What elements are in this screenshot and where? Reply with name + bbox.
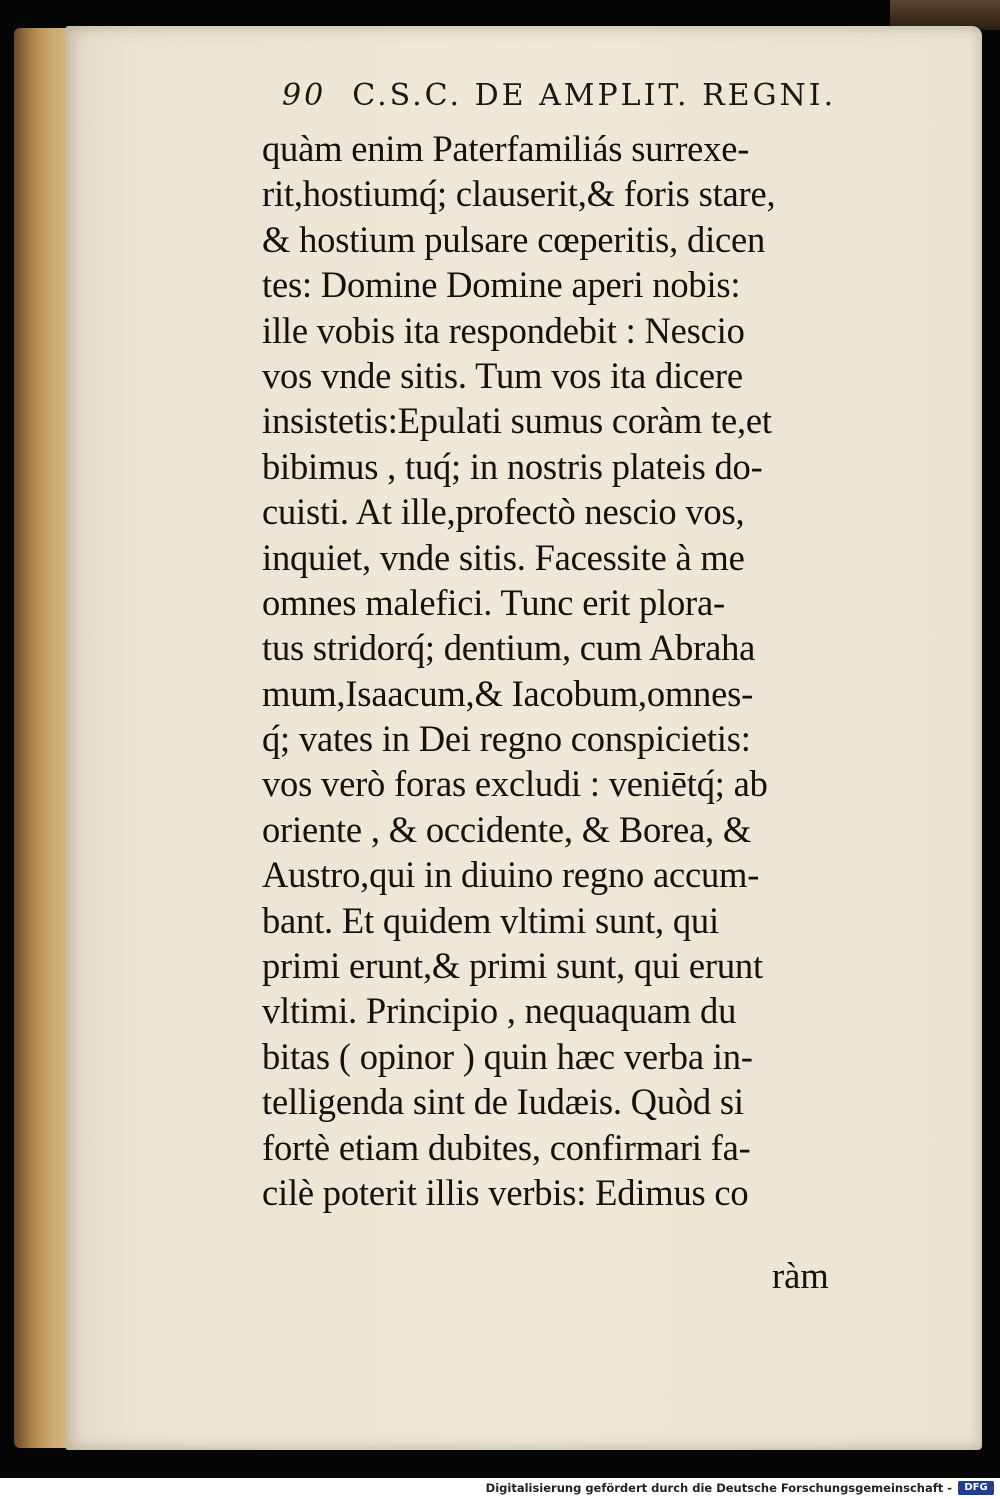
page-edges bbox=[14, 28, 74, 1448]
digitization-footer bbox=[0, 1478, 1000, 1499]
running-title: C.S.C. DE AMPLIT. REGNI. bbox=[352, 78, 837, 113]
text-line: tes: Domine Domine aperi nobis: bbox=[262, 264, 741, 306]
text-line: ille vobis ita respondebit : Nescio bbox=[262, 309, 745, 351]
text-line: q́; vates in Dei regno conspicietis: bbox=[262, 718, 751, 760]
text-line: omnes malefici. Tunc erit plora- bbox=[262, 581, 725, 623]
text-line: quàm enim Paterfamiliás surrexe- bbox=[262, 128, 750, 169]
text-line: primi erunt,& primi sunt, qui erunt bbox=[262, 945, 763, 987]
text-line: rit,hostiumq́; clauserit,& foris stare, bbox=[262, 173, 776, 215]
dfg-logo-icon: DFG bbox=[958, 1481, 994, 1495]
text-line: fortè etiam dubites, confirmari fa- bbox=[262, 1126, 751, 1168]
body-text bbox=[262, 126, 882, 1215]
text-line: oriente , & occidente, & Borea, & bbox=[262, 808, 752, 850]
text-line: Austro,qui in diuino regno accum- bbox=[262, 854, 760, 896]
text-line: bitas ( opinor ) quin hæc verba in- bbox=[262, 1035, 753, 1077]
page-number: 90 bbox=[282, 78, 327, 113]
text-line: telligenda sint de Iudæis. Quòd si bbox=[262, 1081, 744, 1123]
text-line: cuisti. At ille,profectò nescio vos, bbox=[262, 491, 745, 533]
text-line: & hostium pulsare cœperitis, dicen bbox=[262, 218, 766, 260]
text-line: inquiet, vnde sitis. Facessite à me bbox=[262, 536, 745, 578]
text-line: bibimus , tuq́; in nostris plateis do- bbox=[262, 445, 763, 487]
text-line: vltimi. Principio , nequaquam du bbox=[262, 990, 737, 1032]
page-header bbox=[282, 78, 836, 113]
text-line: cilè poterit illis verbis: Edimus co bbox=[262, 1171, 749, 1213]
funding-credit: Digitalisierung gefördert durch die Deutsche Forschungsgemeinschaft - bbox=[485, 1481, 952, 1495]
text-line: vos vnde sitis. Tum vos ita dicere bbox=[262, 354, 743, 396]
text-line: bant. Et quidem vltimi sunt, qui bbox=[262, 899, 719, 941]
catchword: ràm bbox=[772, 1255, 829, 1296]
text-line: tus stridorq́; dentium, cum Abraha bbox=[262, 627, 756, 669]
text-line: vos verò foras excludi : veniētq́; ab bbox=[262, 763, 768, 805]
text-line: mum,Isaacum,& Iacobum,omnes- bbox=[262, 672, 754, 714]
text-line: insistetis:Epulati sumus coràm te,et bbox=[262, 400, 772, 442]
